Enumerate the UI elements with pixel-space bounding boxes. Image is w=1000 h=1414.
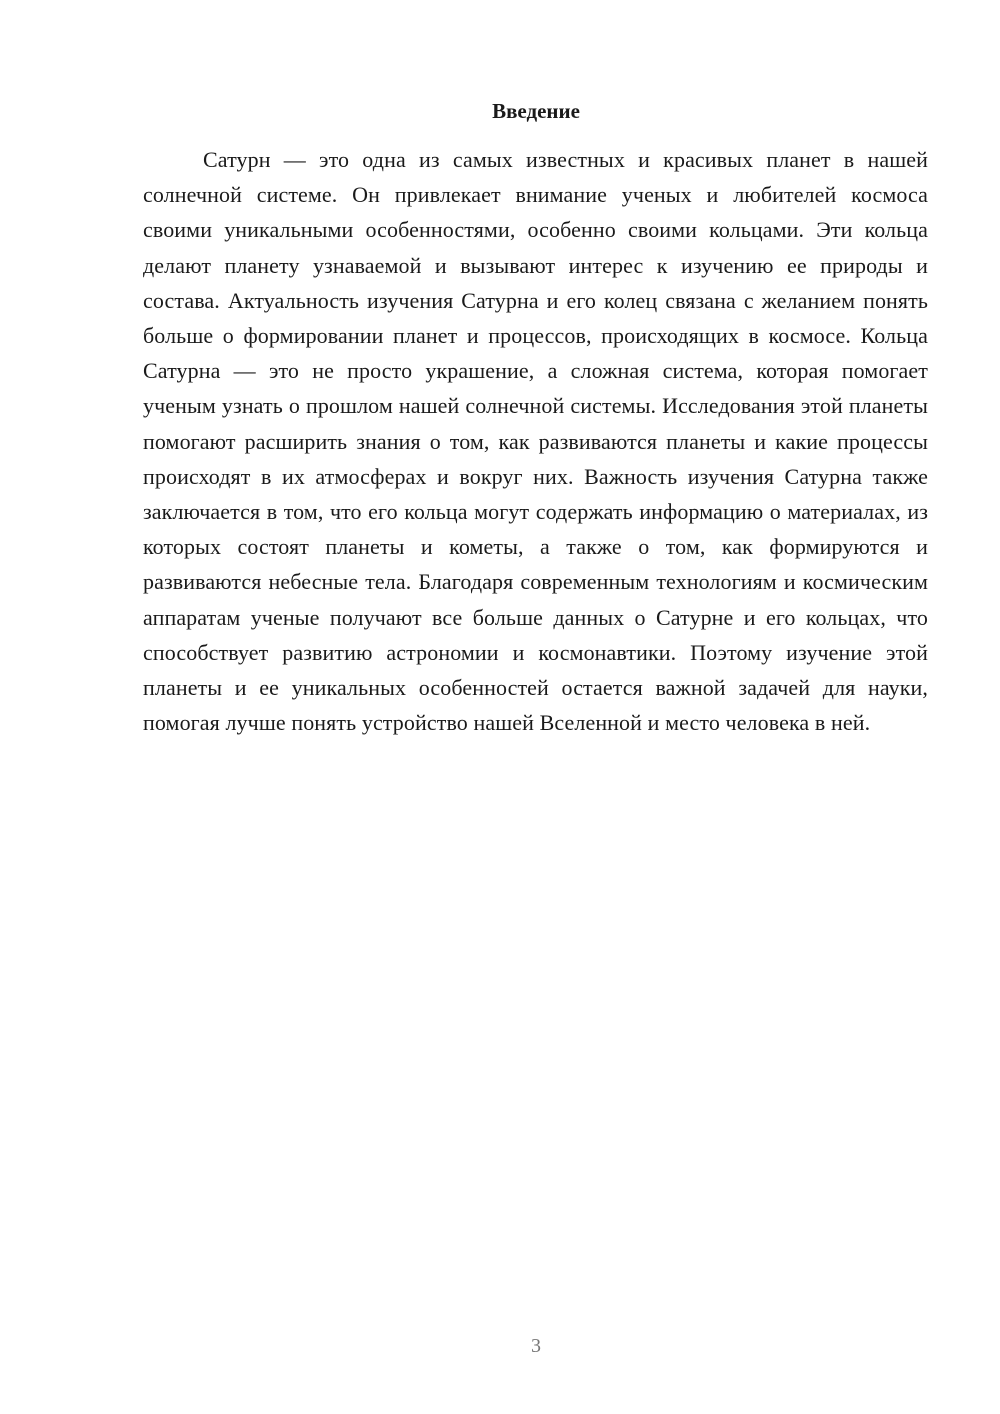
page-number: 3 <box>531 1335 541 1357</box>
body-paragraph: Сатурн — это одна из самых известных и красивых планет в нашей солнечной системе. Он привлекает внимание ученых и любителей космоса своими уникальными особенностями, особенно своими кольцами. Эти кольца делают планету узнаваемой и вызывают интерес к изучению ее природы и состава. Актуальность изучения Сатурна и его колец связана с желанием понять больше о формировании планет и процессов, происходящих в космосе. Кольца Сатурна — это не просто украшение, а сложная система, которая помогает ученым узнать о прошлом нашей солнечной системы. Исследования этой планеты помогают расширить знания о том, как развиваются планеты и какие процессы происходят в их атмосферах и вокруг них. Важность изучения Сатурна также заключается в том, что его кольца могут содержать информацию о материалах, из которых состоят планеты и кометы, а также о том, как формируются и развиваются небесные тела. Благодаря современным технологиям и космическим аппаратам ученые получают все больше данных о Сатурне и его кольцах, что способствует развитию астрономии и космонавтики. Поэтому изучение этой планеты и ее уникальных особенностей остается важной задачей для науки, помогая лучше понять устройство нашей Вселенной и место человека в ней. <box>143 147 928 736</box>
section-heading: Введение <box>492 99 580 123</box>
